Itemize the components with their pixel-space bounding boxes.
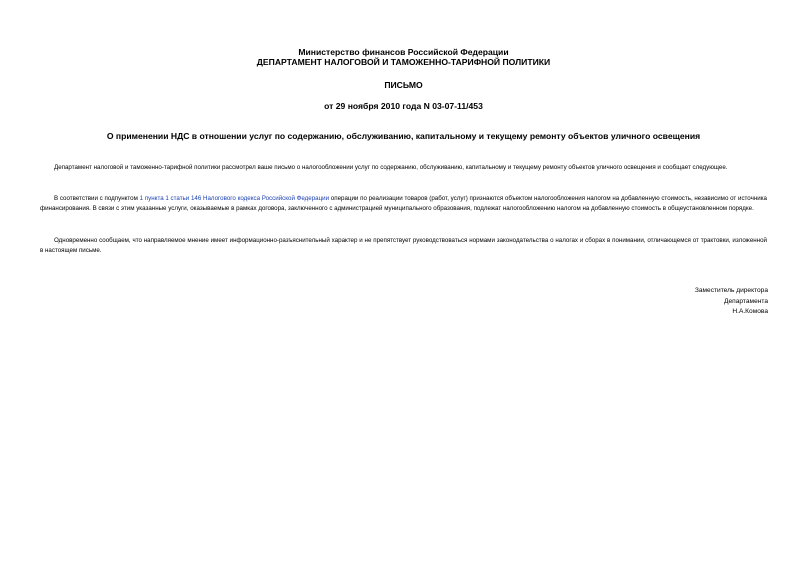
document-subject: О применении НДС в отношении услуг по содержанию, обслуживанию, капитальному и текущему ремонту объектов уличного освещения [106, 131, 701, 141]
document-type: ПИСЬМО [384, 80, 423, 90]
paragraph-2-lead: В соответствии с подпунктом [54, 195, 140, 202]
ministry-title: Министерство финансов Российской Федерации [298, 47, 509, 57]
signer-name: Н.А.Комова [732, 308, 768, 315]
body-paragraph-2 [40, 194, 767, 214]
body-paragraph-1: Департамент налоговой и таможенно-тарифной политики рассмотрел ваше письмо о налогообложении услуг по содержанию, обслуживанию, капитальному и текущему ремонту объектов уличного освещения и сообщает следующее. [54, 164, 728, 171]
paragraph-2-rest: операции по реализации товаров (работ, услуг) признаются объектом налогообложения налогом на добавленную стоимость, независимо от источника финансирования. В связи с этим указанные услуги, оказываемые в рамках договора, заключенного с администрацией муниципального образования, подлежат налогообложению налогом на добавленную стоимость в общеустановленном порядке. [40, 195, 767, 212]
document-date-number: от 29 ноября 2010 года N 03-07-11/453 [324, 101, 483, 111]
department-title: ДЕПАРТАМЕНТ НАЛОГОВОЙ И ТАМОЖЕННО-ТАРИФНОЙ ПОЛИТИКИ [256, 57, 551, 67]
signature-block [695, 286, 768, 318]
signer-position: Заместитель директора [694, 287, 768, 294]
body-paragraph-3: Одновременно сообщаем, что направляемое мнение имеет информационно-разъяснительный характер и не препятствует руководствоваться нормами законодательства о налогах и сборах в понимании, отличающемся от трактовки, изложенной в настоящем письме. [40, 237, 767, 254]
tax-code-link[interactable]: 1 пункта 1 статьи 146 Налогового кодекса Российской Федерации [139, 195, 330, 202]
signer-unit: Департамента [724, 297, 768, 305]
